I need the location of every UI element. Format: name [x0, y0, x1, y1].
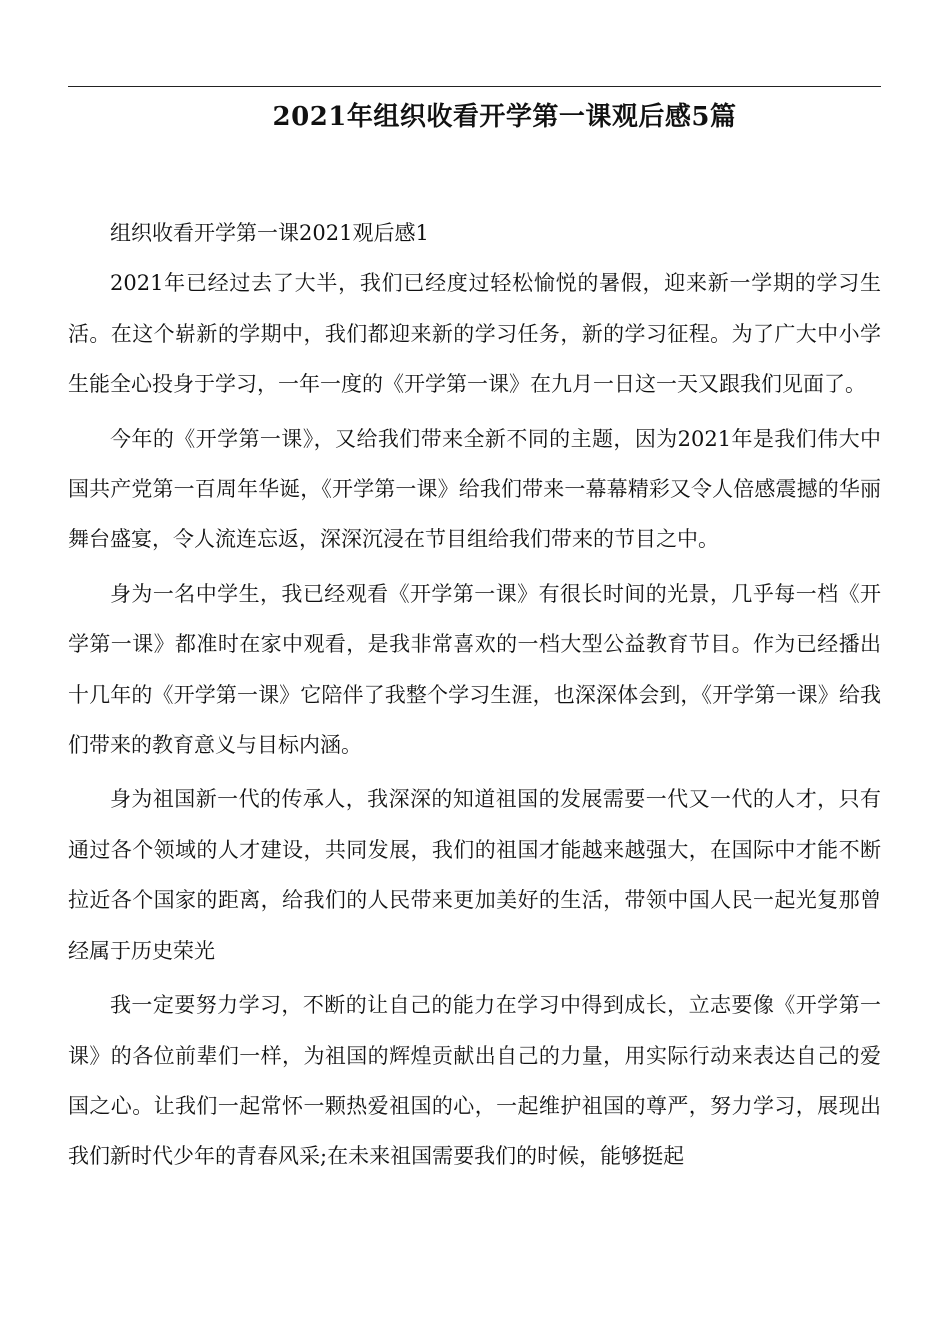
document-title: 2021年组织收看开学第一课观后感5篇: [272, 102, 737, 132]
paragraph: 今年的《开学第一课》，又给我们带来全新不同的主题，因为2021年是我们伟大中国共产党第一百周年华诞，《开学第一课》给我们带来一幕幕精彩又令人倍感震撼的华丽舞台盛宴，令人流连忘返，深深沉浸在节目组给我们带来的节目之中。: [68, 426, 881, 552]
section-heading: 组织收看开学第一课2021观后感1: [110, 221, 429, 245]
header-rule: [68, 86, 881, 87]
document-body: [68, 208, 881, 1186]
paragraph: 身为一名中学生，我已经观看《开学第一课》有很长时间的光景，几乎每一档《开学第一课》都准时在家中观看，是我非常喜欢的一档大型公益教育节目。作为已经播出十几年的《开学第一课》它陪伴了我整个学习生涯，也深深体会到，《开学第一课》给我们带来的教育意义与目标内涵。: [68, 581, 881, 758]
paragraph: 身为祖国新一代的传承人，我深深的知道祖国的发展需要一代又一代的人才，只有通过各个领域的人才建设，共同发展，我们的祖国才能越来越强大，在国际中才能不断拉近各个国家的距离，给我们的人民带来更加美好的生活，带领中国人民一起光复那曾经属于历史荣光: [68, 787, 881, 963]
paragraph: 2021年已经过去了大半，我们已经度过轻松愉悦的暑假，迎来新一学期的学习生活。在这个崭新的学期中，我们都迎来新的学习任务，新的学习征程。为了广大中小学生能全心投身于学习，一年一度的《开学第一课》在九月一日这一天又跟我们见面了。: [68, 271, 881, 397]
paragraph: 我一定要努力学习，不断的让自己的能力在学习中得到成长，立志要像《开学第一课》的各位前辈们一样，为祖国的辉煌贡献出自己的力量，用实际行动来表达自己的爱国之心。让我们一起常怀一颗热爱祖国的心，一起维护祖国的尊严，努力学习，展现出我们新时代少年的青春风采;在未来祖国需要我们的时候，能够挺起: [68, 993, 881, 1169]
